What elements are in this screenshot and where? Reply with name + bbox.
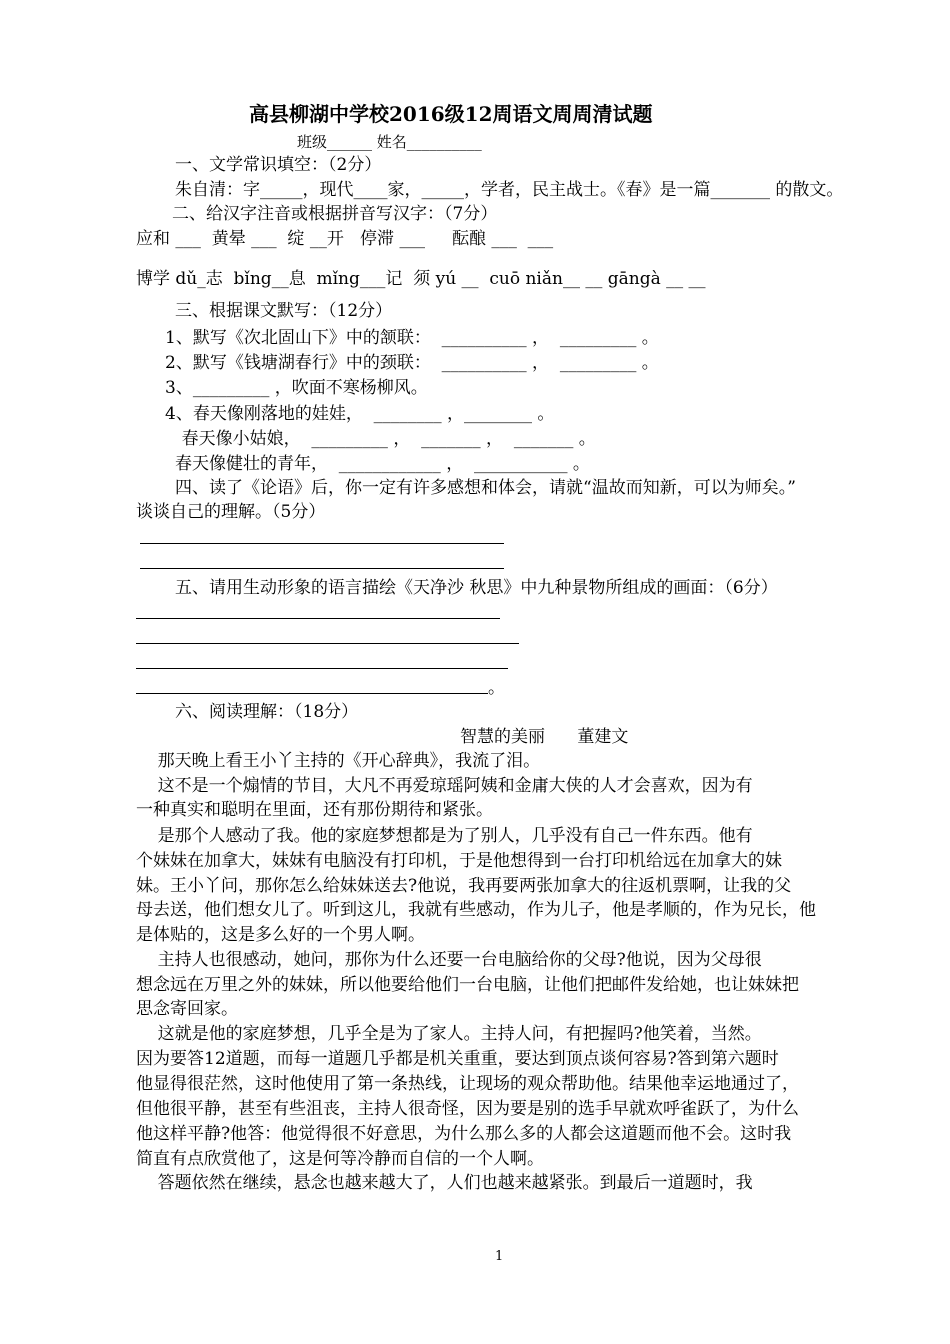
section2-heading: 二、给汉字注音或根据拼音写汉字：（7分） bbox=[172, 204, 498, 224]
article-line: 是那个人感动了我。他的家庭梦想都是为了别人，几乎没有自己一件东西。他有 bbox=[136, 826, 753, 846]
section3-item: 4、春天像刚落地的娃娃， ________ ，________ 。 bbox=[165, 404, 555, 424]
section3-item: 3、_________ ，吹面不寒杨柳风。 bbox=[165, 378, 428, 398]
article-line: 是体贴的，这是多么好的一个男人啊。 bbox=[136, 925, 425, 945]
class-name-line: 班级______ 姓名__________ bbox=[297, 133, 482, 151]
article-line: 想念远在万里之外的妹妹，所以他要给他们一台电脑，让他们把邮件发给她，也让妹妹把 bbox=[136, 975, 799, 995]
article-line: 思念寄回家。 bbox=[136, 999, 238, 1019]
section1-line1: 朱自清：字_____，现代____家，_____，学者，民主战士。《春》是一篇_______ 的散文。 bbox=[175, 180, 844, 200]
section6-heading: 六、阅读理解：（18分） bbox=[175, 702, 359, 722]
article-line: 那天晚上看王小丫主持的《开心辞典》，我流了泪。 bbox=[136, 751, 541, 771]
section2-line1: 应和 ___ 黄晕 ___ 绽 __开 停滞 ___ 酝酿 ___ ___ bbox=[136, 229, 554, 249]
section1-heading: 一、文学常识填空：（2分） bbox=[175, 155, 382, 175]
answer-line bbox=[140, 543, 504, 544]
answer-line bbox=[136, 693, 488, 694]
article-line: 但他很平静，甚至有些沮丧，主持人很奇怪，因为要是别的选手早就欢呼雀跃了，为什么 bbox=[136, 1099, 799, 1119]
section3-heading: 三、根据课文默写：（12分） bbox=[175, 301, 393, 321]
article-line: 他这样平静?他答：他觉得很不好意思，为什么那么多的人都会这道题而他不会。这时我 bbox=[136, 1124, 792, 1144]
answer-line bbox=[140, 568, 504, 569]
article-line: 个妹妹在加拿大，妹妹有电脑没有打印机，于是他想得到一台打印机给远在加拿大的妹 bbox=[136, 851, 782, 871]
section3-item: 1、默写《次北固山下》中的颔联： __________ ， _________ 。 bbox=[165, 328, 659, 348]
section3-item: 春天像小姑娘， _________ ， _______ ， _______ 。 bbox=[160, 429, 596, 449]
article-line: 他显得很茫然，这时他使用了第一条热线，让现场的观众帮助他。结果他幸运地通过了， bbox=[136, 1074, 799, 1094]
section2-line2: 博学 dǔ_志 bǐng__息 mǐng___记 须 yú __ cuō niǎn__ __ gāngà __ __ bbox=[136, 269, 706, 289]
article-line: 一种真实和聪明在里面，还有那份期待和紧张。 bbox=[136, 800, 493, 820]
article-line: 这就是他的家庭梦想，几乎全是为了家人。主持人问，有把握吗?他笑着，当然。 bbox=[136, 1024, 762, 1044]
article-line: 母去送，他们想女儿了。听到这儿，我就有些感动，作为儿子，他是孝顺的，作为兄长，他 bbox=[136, 900, 816, 920]
exam-title: 高县柳湖中学校2016级12周语文周周清试题 bbox=[249, 102, 653, 126]
article-line: 简直有点欣赏他了，这是何等冷静而自信的一个人啊。 bbox=[136, 1149, 544, 1169]
answer-line bbox=[136, 618, 500, 619]
section3-item: 春天像健壮的青年， ____________ ， ___________ 。 bbox=[175, 454, 590, 474]
article-line: 主持人也很感动，她问，那你为什么还要一台电脑给你的父母?他说，因为父母很 bbox=[136, 950, 762, 970]
section5-end-mark: 。 bbox=[488, 678, 505, 698]
answer-line bbox=[136, 643, 519, 644]
answer-line bbox=[136, 668, 508, 669]
section4-line1: 四、读了《论语》后，你一定有许多感想和体会，请就“温故而知新，可以为师矣。” bbox=[175, 478, 796, 498]
page-number: 1 bbox=[495, 1249, 504, 1264]
article-line: 答题依然在继续，悬念也越来越大了，人们也越来越紧张。到最后一道题时，我 bbox=[136, 1173, 753, 1193]
section4-line2: 谈谈自己的理解。（5分） bbox=[136, 502, 326, 522]
section5-heading: 五、请用生动形象的语言描绘《天净沙 秋思》中九种景物所组成的画面：（6分） bbox=[175, 578, 778, 598]
section3-item: 2、默写《钱塘湖春行》中的颈联： __________ ， _________ 。 bbox=[165, 353, 659, 373]
article-line: 因为要答12道题，而每一道题几乎都是机关重重，要达到顶点谈何容易?答到第六题时 bbox=[136, 1049, 779, 1069]
article-title: 智慧的美丽 董建文 bbox=[460, 727, 629, 747]
article-line: 妹。王小丫问，那你怎么给妹妹送去?他说，我再要两张加拿大的往返机票啊，让我的父 bbox=[136, 876, 792, 896]
article-line: 这不是一个煽情的节目，大凡不再爱琼瑶阿姨和金庸大侠的人才会喜欢，因为有 bbox=[136, 776, 753, 796]
